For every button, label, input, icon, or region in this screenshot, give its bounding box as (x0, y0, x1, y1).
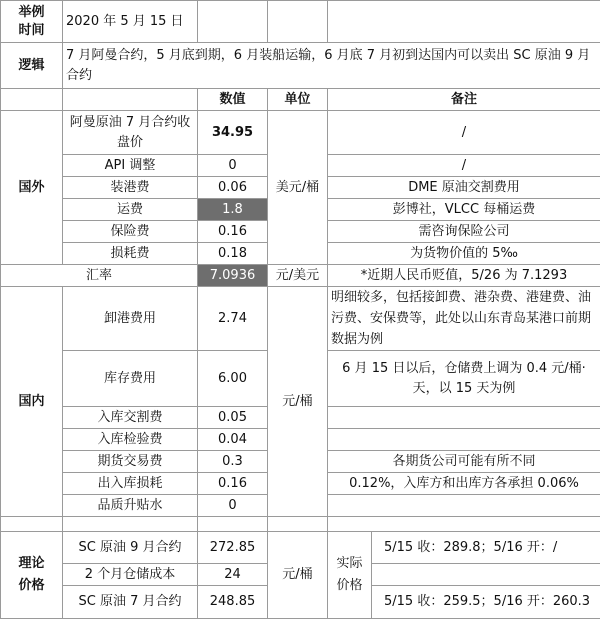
domestic-note: 明细较多，包括接卸费、港杂费、港建费、油污费、安保费等，此处以山东青岛某港口前期数据为例 (328, 287, 600, 351)
theory-unit: 元/桶 (268, 532, 328, 619)
domestic-item: 期货交易费 (63, 451, 198, 473)
domestic-value: 6.00 (198, 351, 268, 407)
foreign-value: 0.16 (198, 221, 268, 243)
domestic-item: 库存费用 (63, 351, 198, 407)
domestic-item: 入库检验费 (63, 429, 198, 451)
domestic-note (328, 495, 600, 517)
domestic-note: 0.12%，入库方和出库方各承担 0.06% (328, 473, 600, 495)
row-example-time (1, 1, 600, 43)
label-logic: 逻辑 (1, 43, 63, 89)
foreign-value: 0.18 (198, 243, 268, 265)
label-domestic: 国内 (1, 287, 63, 517)
domestic-item: 出入库损耗 (63, 473, 198, 495)
domestic-note (328, 407, 600, 429)
fx-unit: 元/美元 (268, 265, 328, 287)
label-example-time: 举例 时间 (1, 1, 63, 43)
foreign-value: 0 (198, 155, 268, 177)
row-fx (1, 265, 600, 287)
row-gap (1, 517, 600, 532)
theory-item: SC 原油 9 月合约 (63, 532, 198, 564)
foreign-note: / (328, 111, 600, 155)
label-theory: 理论 价格 (1, 532, 63, 619)
fx-item: 汇率 (1, 265, 198, 287)
domestic-value: 0.04 (198, 429, 268, 451)
header-note: 备注 (328, 89, 600, 111)
foreign-note: DME 原油交割费用 (328, 177, 600, 199)
theory-item: SC 原油 7 月合约 (63, 586, 198, 619)
logic-text: 7 月阿曼合约，5 月底到期，6 月装船运输，6 月底 7 月初到达国内可以卖出 SC 原油 9 月合约 (63, 43, 600, 89)
label-foreign: 国外 (1, 111, 63, 265)
theory-item: 2 个月仓储成本 (63, 564, 198, 586)
fx-note: *近期人民币贬值，5/26 为 7.1293 (328, 265, 600, 287)
row-header (1, 89, 600, 111)
foreign-value-shaded: 1.8 (198, 199, 268, 221)
foreign-item: API 调整 (63, 155, 198, 177)
theory-value: 272.85 (198, 532, 268, 564)
foreign-note: 为货物价值的 5‰ (328, 243, 600, 265)
domestic-item: 入库交割费 (63, 407, 198, 429)
foreign-value: 0.06 (198, 177, 268, 199)
actual-price (372, 564, 600, 586)
example-date: 2020 年 5 月 15 日 (63, 1, 198, 43)
domestic-value: 0.05 (198, 407, 268, 429)
row-logic (1, 43, 600, 89)
domestic-item: 品质升贴水 (63, 495, 198, 517)
header-value: 数值 (198, 89, 268, 111)
foreign-note: / (328, 155, 600, 177)
foreign-item: 运费 (63, 199, 198, 221)
row-theory-0 (1, 532, 600, 564)
foreign-note: 需咨询保险公司 (328, 221, 600, 243)
domestic-value: 2.74 (198, 287, 268, 351)
foreign-value: 34.95 (198, 111, 268, 155)
foreign-item: 装港费 (63, 177, 198, 199)
theory-value: 248.85 (198, 586, 268, 619)
fx-value: 7.0936 (198, 265, 268, 287)
foreign-note: 彭博社，VLCC 每桶运费 (328, 199, 600, 221)
domestic-note: 6 月 15 日以后，仓储费上调为 0.4 元/桶·天，以 15 天为例 (328, 351, 600, 407)
actual-price: 5/15 收：259.5；5/16 开：260.3 (372, 586, 600, 619)
domestic-value: 0.3 (198, 451, 268, 473)
actual-price: 5/15 收：289.8；5/16 开：/ (372, 532, 600, 564)
row-domestic-0 (1, 287, 600, 351)
domestic-value: 0.16 (198, 473, 268, 495)
domestic-note (328, 429, 600, 451)
label-actual: 实际 价格 (328, 532, 372, 619)
foreign-item: 保险费 (63, 221, 198, 243)
domestic-unit: 元/桶 (268, 287, 328, 517)
domestic-value: 0 (198, 495, 268, 517)
header-unit: 单位 (268, 89, 328, 111)
domestic-note: 各期货公司可能有所不同 (328, 451, 600, 473)
domestic-item: 卸港费用 (63, 287, 198, 351)
row-foreign-0 (1, 111, 600, 155)
foreign-item: 损耗费 (63, 243, 198, 265)
theory-value: 24 (198, 564, 268, 586)
foreign-item: 阿曼原油 7 月合约收盘价 (63, 111, 198, 155)
foreign-unit: 美元/桶 (268, 111, 328, 265)
